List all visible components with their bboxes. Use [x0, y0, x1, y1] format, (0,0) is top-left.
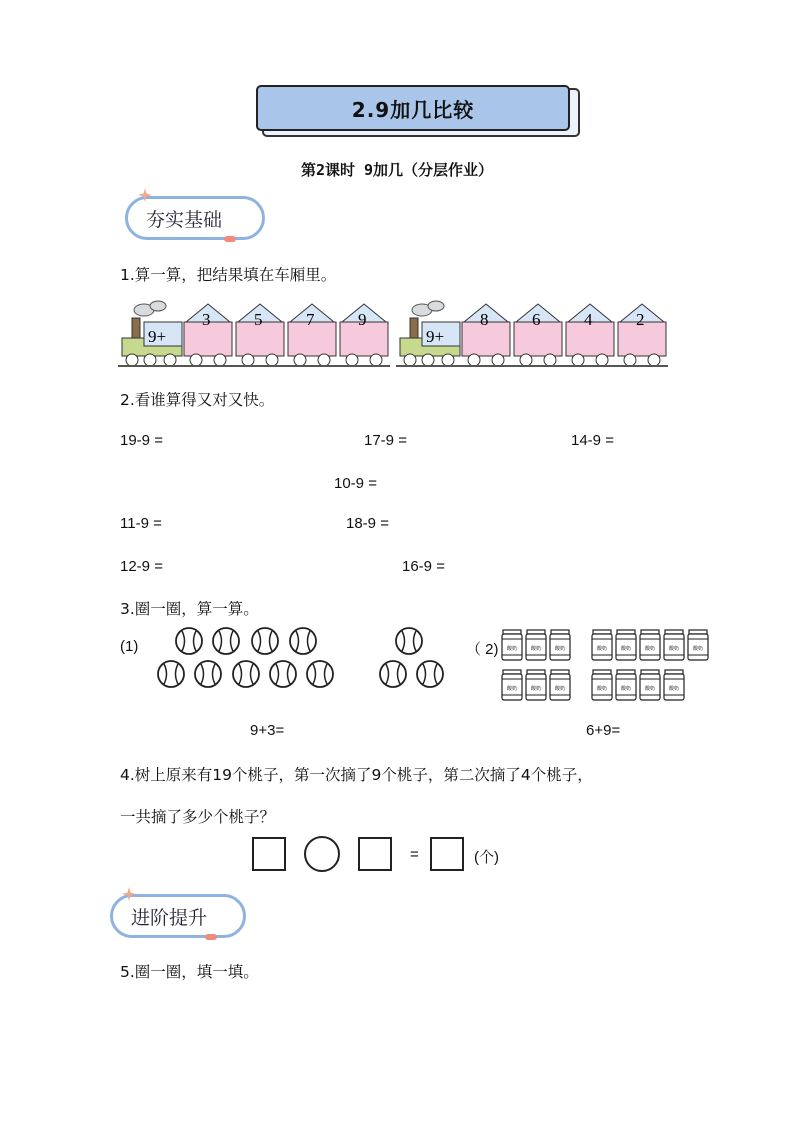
yogurt-jar-label: 酸奶: [668, 646, 680, 652]
question-4-line-2: 一共摘了多少个桃子？: [120, 808, 276, 826]
answer-box-result[interactable]: [430, 837, 464, 871]
car-number: 4: [584, 310, 593, 329]
sparkle-icon: [122, 887, 136, 901]
yogurt-jar-icon: [640, 630, 660, 660]
section-badge-basic: [125, 196, 265, 240]
section-title-advanced: 进阶提升: [131, 906, 208, 929]
car-number: 6: [532, 310, 541, 329]
yogurt-jar-label: 酸奶: [596, 686, 608, 692]
baseball-icon: [270, 661, 296, 687]
train-car: [288, 304, 336, 366]
baseball-icon: [290, 628, 316, 654]
section-title-basic: 夯实基础: [146, 208, 223, 231]
equation-item: 19-9 =: [120, 432, 163, 449]
unit-label: (个): [474, 849, 499, 866]
equation-item: 16-9 =: [402, 558, 445, 575]
train-car: [618, 304, 666, 366]
lesson-subtitle: 第2课时 9加几（分层作业）: [300, 161, 494, 179]
baseball-icon: [195, 661, 221, 687]
question-2: 2.看谁算得又对又快。: [120, 391, 275, 409]
yogurt-jar-label: 酸奶: [620, 646, 632, 652]
baseball-icon: [396, 628, 422, 654]
car-number: 5: [254, 310, 263, 329]
train-car: [566, 304, 614, 366]
baseball-icon: [233, 661, 259, 687]
yogurt-jar-label: 酸奶: [692, 646, 704, 652]
answer-box-2[interactable]: [358, 837, 392, 871]
equation-item: 18-9 =: [346, 515, 389, 532]
question-1: 1.算一算，把结果填在车厢里。: [120, 266, 337, 284]
page-title: 2.9加几比较: [351, 97, 475, 122]
train-car: [340, 304, 388, 366]
yogurt-jar-icon: [592, 670, 612, 700]
baseball-icon: [158, 661, 184, 687]
yogurt-jar-icon: [502, 670, 522, 700]
baseball-icon: [176, 628, 202, 654]
train-car: [462, 304, 510, 366]
yogurt-jar-icon: [688, 630, 708, 660]
yogurt-jar-label: 酸奶: [554, 686, 566, 692]
baseball-icon: [417, 661, 443, 687]
yogurt-jar-icon: [592, 630, 612, 660]
equation-9-plus-3: 9+3=: [250, 722, 285, 739]
sparkle-icon: [138, 188, 152, 202]
car-number: 8: [480, 310, 489, 329]
train-cars: [462, 304, 666, 366]
yogurt-jar-label: 酸奶: [506, 646, 518, 652]
title-banner: [256, 85, 570, 131]
baseball-icon: [252, 628, 278, 654]
yogurt-jar-icon: [502, 630, 522, 660]
yogurt-jar-group: [498, 626, 712, 704]
train-engine-label: 9+: [426, 327, 445, 346]
car-number: 7: [306, 310, 315, 329]
yogurt-jar-label: 酸奶: [530, 686, 542, 692]
baseball-group: [150, 624, 450, 690]
operator-circle[interactable]: [304, 836, 340, 872]
yogurt-jar-label: 酸奶: [530, 646, 542, 652]
train-car: [514, 304, 562, 366]
train-2: [396, 300, 668, 368]
train-car: [184, 304, 232, 366]
yogurt-jar-icon: [616, 630, 636, 660]
equals-sign: =: [410, 846, 419, 863]
train-engine-label: 9+: [148, 327, 167, 346]
yogurt-jar-icon: [526, 670, 546, 700]
yogurt-jar-label: 酸奶: [644, 686, 656, 692]
train-cars: [184, 304, 388, 366]
train-1: [118, 300, 390, 368]
train-car: [236, 304, 284, 366]
yogurt-jar-icon: [616, 670, 636, 700]
baseball-icon: [213, 628, 239, 654]
question-4-line-1: 4.树上原来有19个桃子，第一次摘了9个桃子，第二次摘了4个桃子，: [120, 766, 593, 784]
yogurt-jar-label: 酸奶: [620, 686, 632, 692]
equation-item: 17-9 =: [364, 432, 407, 449]
baseball-icon: [380, 661, 406, 687]
yogurt-jar-icon: [550, 670, 570, 700]
yogurt-jar-label: 酸奶: [506, 686, 518, 692]
question-5: 5.圈一圈，填一填。: [120, 963, 259, 981]
answer-box-1[interactable]: [252, 837, 286, 871]
equation-item: 10-9 =: [334, 475, 377, 492]
baseball-icon: [307, 661, 333, 687]
equation-item: 12-9 =: [120, 558, 163, 575]
car-number: 9: [358, 310, 367, 329]
equation-item: 14-9 =: [571, 432, 614, 449]
yogurt-jar-icon: [664, 670, 684, 700]
yogurt-jar-icon: [640, 670, 660, 700]
yogurt-jar-label: 酸奶: [644, 646, 656, 652]
car-number: 2: [636, 310, 645, 329]
yogurt-jar-label: 酸奶: [554, 646, 566, 652]
yogurt-jar-label: 酸奶: [668, 686, 680, 692]
yogurt-jar-icon: [550, 630, 570, 660]
car-number: 3: [202, 310, 211, 329]
yogurt-jar-label: 酸奶: [596, 646, 608, 652]
equation-item: 11-9 =: [120, 515, 162, 532]
part-label-1: (1): [120, 638, 139, 655]
yogurt-jar-icon: [526, 630, 546, 660]
yogurt-jar-icon: [664, 630, 684, 660]
part-label-2: （ 2): [466, 641, 499, 658]
equation-6-plus-9: 6+9=: [586, 722, 621, 739]
question-3: 3.圈一圈，算一算。: [120, 600, 259, 618]
